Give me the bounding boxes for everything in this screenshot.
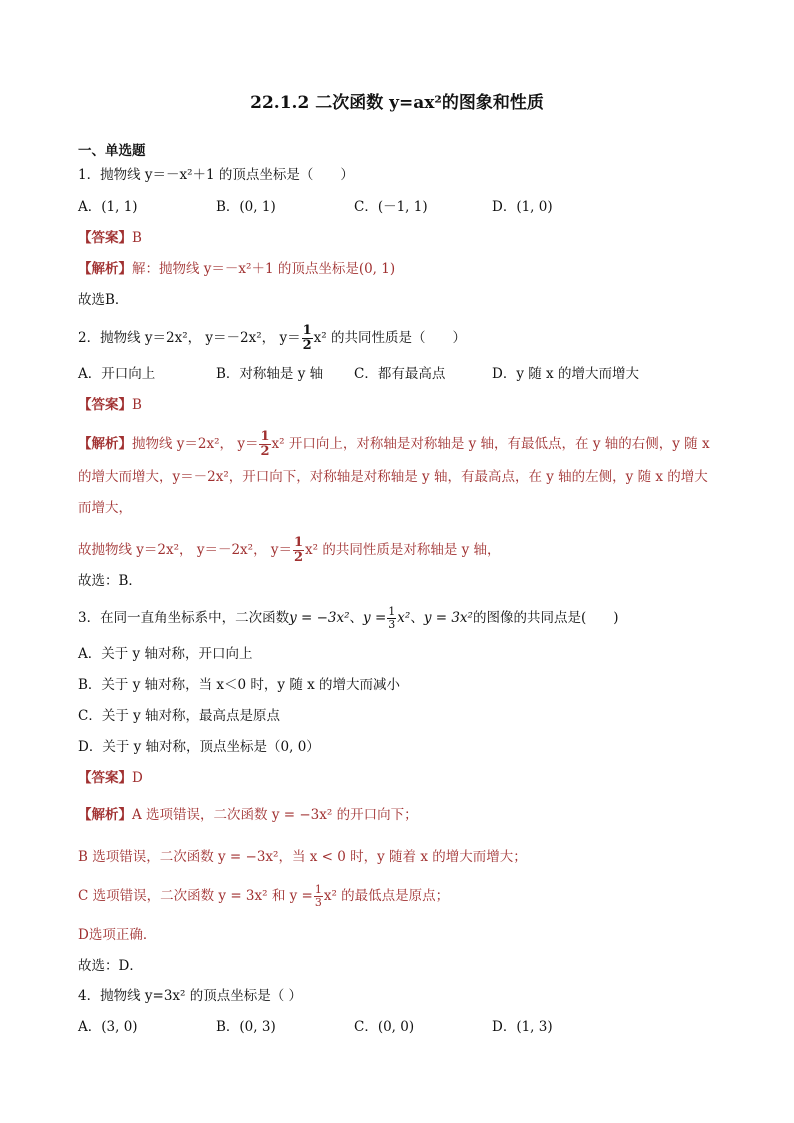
- question-3-analysis-line-2: B 选项错误，二次函数 y = −3x²，当 x < 0 时，y 随着 x 的增大而增大；: [78, 849, 527, 865]
- question-2-answer: [78, 395, 734, 415]
- formula: y =: [363, 610, 387, 626]
- option-c: C．都有最高点: [354, 366, 446, 382]
- question-1-options: [78, 197, 734, 217]
- formula: y = 3x²: [423, 610, 473, 626]
- analysis-text: x² 的共同性质是对称轴是 y 轴，: [305, 542, 501, 558]
- question-3-analysis-line-4: D选项正确．: [78, 927, 157, 943]
- question-3-conclusion: 故选：D．: [78, 958, 143, 974]
- analysis-text: 解：抛物线 y＝－x²＋1 的顶点坐标是(0, 1): [132, 261, 396, 277]
- analysis-text: 抛物线 y＝2x²， y＝: [132, 436, 259, 452]
- option-c: C．(0, 0): [354, 1019, 415, 1035]
- question-3-option-d: D．关于 y 轴对称，顶点坐标是（0, 0）: [78, 739, 320, 755]
- question-1-stem: 1．抛物线 y＝－x²＋1 的顶点坐标是（ ）: [78, 167, 354, 183]
- formula: y = −3x²: [289, 610, 350, 626]
- analysis-text: 故抛物线 y＝2x²， y＝－2x²， y＝: [78, 542, 292, 558]
- stem-text: 3．在同一直角坐标系中，二次函数: [78, 610, 290, 626]
- option-d: D．y 随 x 的增大而增大: [492, 366, 639, 382]
- fraction-numerator: 1: [314, 883, 322, 896]
- answer-tag: 【答案】: [78, 397, 132, 413]
- page-title: 22.1.2 二次函数 y=ax²的图象和性质: [250, 93, 544, 113]
- fraction-denominator: 2: [293, 550, 304, 565]
- question-3-option-b: B．关于 y 轴对称，当 x＜0 时，y 随 x 的增大而减小: [78, 677, 401, 693]
- question-4-stem: 4．抛物线 y=3x² 的顶点坐标是（ ）: [78, 988, 303, 1004]
- analysis-text: C 选项错误，二次函数 y = 3x² 和 y =: [78, 888, 313, 904]
- fraction: [314, 884, 323, 909]
- stem-text: x² 的共同性质是（ ）: [313, 330, 466, 346]
- analysis-text: x² 的最低点是原点；: [323, 888, 450, 904]
- option-d: D．(1, 0): [492, 199, 553, 215]
- answer-tag: 【答案】: [78, 770, 132, 786]
- question-2-analysis-line-3: 而增大，: [78, 500, 132, 516]
- question-3-analysis-line-1: [78, 805, 734, 825]
- option-b: B．对称轴是 y 轴: [216, 366, 324, 382]
- question-3-option-c: C．关于 y 轴对称，最高点是原点: [78, 708, 281, 724]
- answer-value: B: [132, 397, 142, 413]
- separator: 、: [349, 610, 364, 626]
- fraction-denominator: 3: [388, 618, 396, 631]
- question-1-analysis: [78, 259, 734, 279]
- fraction-numerator: 1: [388, 605, 396, 618]
- separator: 、: [410, 610, 424, 626]
- fraction: [259, 430, 270, 459]
- analysis-text: A 选项错误，二次函数 y = −3x² 的开口向下；: [132, 807, 418, 823]
- stem-text: 的图像的共同点是( ): [472, 610, 619, 626]
- answer-value: D: [132, 770, 143, 786]
- answer-value: B: [132, 230, 142, 246]
- question-1-conclusion: 故选B．: [78, 292, 129, 308]
- option-a: A．开口向上: [78, 366, 156, 382]
- fraction: [387, 606, 396, 631]
- question-2-analysis-line-1: [78, 430, 734, 459]
- option-a: A．(1, 1): [78, 199, 138, 215]
- question-2-conclusion: 故选：B．: [78, 573, 142, 589]
- analysis-tag: 【解析】: [78, 807, 132, 823]
- question-3-analysis-line-3: [78, 884, 734, 909]
- question-3-option-a: A．关于 y 轴对称，开口向上: [78, 646, 253, 662]
- question-3-stem: [78, 606, 734, 631]
- question-2-options: [78, 364, 734, 384]
- analysis-tag: 【解析】: [78, 261, 132, 277]
- formula: x²: [397, 610, 411, 626]
- question-2-analysis-line-2: 的增大而增大，y＝－2x²，开口向下，对称轴是对称轴是 y 轴，有最高点，在 y 轴的左侧，y 随 x 的增大: [78, 469, 708, 485]
- question-1-answer: [78, 228, 734, 248]
- stem-text: 2．抛物线 y＝2x²， y＝－2x²， y＝: [78, 330, 301, 346]
- option-d: D．(1, 3): [492, 1019, 553, 1035]
- question-2-stem: [78, 324, 734, 353]
- option-b: B．(0, 1): [216, 199, 276, 215]
- option-c: C．(－1, 1): [354, 199, 428, 215]
- fraction: [302, 324, 313, 353]
- fraction-denominator: 2: [260, 444, 270, 459]
- fraction-numerator: 1: [293, 535, 304, 550]
- question-4-options: [78, 1017, 734, 1037]
- option-b: B．(0, 3): [216, 1019, 276, 1035]
- fraction-numerator: 1: [260, 429, 270, 444]
- analysis-text: x² 开口向上，对称轴是对称轴是 y 轴，有最低点，在 y 轴的右侧，y 随 x: [271, 436, 710, 452]
- fraction-denominator: 2: [302, 338, 312, 353]
- fraction-numerator: 1: [302, 323, 312, 338]
- answer-tag: 【答案】: [78, 230, 132, 246]
- section-heading: 一、单选题: [78, 143, 146, 159]
- analysis-tag: 【解析】: [78, 436, 132, 452]
- fraction-denominator: 3: [314, 896, 322, 909]
- question-2-analysis-line-4: [78, 536, 734, 565]
- question-3-answer: [78, 768, 734, 788]
- fraction: [293, 536, 304, 565]
- option-a: A．(3, 0): [78, 1019, 138, 1035]
